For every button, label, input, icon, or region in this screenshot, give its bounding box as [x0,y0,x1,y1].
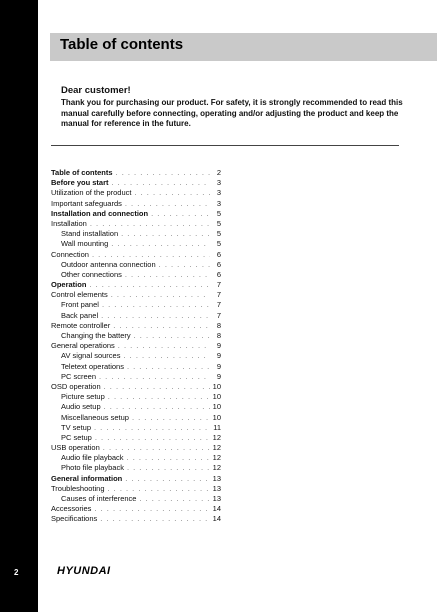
dot-leader [127,362,210,372]
dot-leader [123,351,210,361]
toc-entry-title: Outdoor antenna connection [61,259,156,269]
toc-entry-title: Specifications [51,514,98,524]
toc-entry-title: Remote controller [51,320,111,330]
toc-entry-title: Causes of interference [61,494,137,503]
toc-entry-title: PC setup [61,432,92,442]
dot-leader [112,178,210,188]
toc-entry[interactable] [51,474,221,484]
toc-entry-page: 12 [212,463,221,473]
toc-entry-page: 11 [213,422,221,432]
toc-entry-page: 9 [216,341,221,351]
toc-entry-title: Installation and connection [51,208,149,218]
dot-leader [159,260,210,270]
intro-text: Thank you for purchasing our product. For safety, it is strongly recommended to read this manual carefully before connecting, operating and/or adjusting the product and keep the manual for reference in the future. [61,98,403,129]
greeting: Dear customer! [61,85,131,96]
toc-entry[interactable] [51,351,221,361]
dot-leader [121,229,210,239]
toc-entry-title: Connection [51,249,89,259]
toc-entry[interactable] [51,331,221,341]
divider [51,145,399,146]
dot-leader [111,290,210,300]
toc-entry-page: 3 [216,198,221,208]
dot-leader [102,300,210,310]
page-title: Table of contents [60,36,184,53]
dot-leader [89,280,210,290]
dot-leader [134,188,210,198]
toc-entry-title: Stand installation [61,229,119,239]
toc-entry[interactable] [51,260,221,270]
toc-entry-page: 7 [216,300,221,310]
dot-leader [108,392,210,402]
toc-entry-title: Table of contents [51,168,113,177]
toc-entry-title: General operations [51,341,115,351]
dot-leader [94,504,209,514]
toc-entry[interactable] [51,362,221,372]
toc-entry-title: Utilization of the product [51,188,132,198]
toc-entry-title: General information [51,473,123,483]
toc-entry-page: 8 [216,320,221,330]
toc-entry-title: Front panel [61,300,99,310]
toc-entry-page: 13 [212,494,221,503]
toc-entry-title: Control elements [51,290,108,300]
toc-entry[interactable] [51,341,221,351]
toc-entry[interactable] [51,463,221,473]
toc-entry-page: 5 [216,229,221,239]
dot-leader [118,341,210,351]
toc-entry[interactable] [51,209,221,219]
toc-entry[interactable] [51,484,221,494]
toc-entry-page: 10 [212,392,221,402]
dot-leader [95,433,210,443]
dot-leader [101,311,210,321]
toc-entry[interactable] [51,229,221,239]
page-sidebar-band [0,0,38,612]
toc-entry[interactable] [51,392,221,402]
toc-entry-title: Audio setup [61,402,101,412]
toc-entry[interactable] [51,280,221,290]
toc-entry-page: 12 [212,453,221,463]
dot-leader [111,239,210,249]
dot-leader [104,382,210,392]
toc-entry[interactable] [51,433,221,443]
toc-entry-page: 13 [212,483,221,493]
toc-entry-page: 2 [216,168,221,177]
dot-leader [100,514,209,524]
toc-entry-page: 6 [216,269,221,279]
brand-logo: HYUNDAI [57,565,111,577]
toc-entry[interactable] [51,239,221,249]
dot-leader [90,219,210,229]
toc-entry[interactable] [51,168,221,178]
dot-leader [125,199,210,209]
toc-entry[interactable] [51,270,221,280]
dot-leader [127,463,210,473]
toc-entry-title: Teletext operations [61,361,124,371]
toc-entry[interactable] [51,402,221,412]
toc-entry-page: 5 [216,239,221,249]
toc-entry-title: Before you start [51,178,109,188]
toc-entry[interactable] [51,199,221,209]
toc-entry-page: 10 [212,402,221,412]
dot-leader [139,494,209,504]
toc-entry-title: PC screen [61,371,97,381]
toc-entry-page: 7 [216,310,221,320]
toc-entry[interactable] [51,504,221,514]
toc-entry[interactable] [51,494,221,504]
toc-entry-page: 8 [216,331,221,340]
dot-leader [134,331,210,341]
toc-entry-page: 12 [212,432,221,442]
toc-entry-title: Other connections [61,269,122,279]
toc-entry-title: Miscellaneous setup [61,412,129,422]
toc-entry-page: 12 [212,443,221,453]
toc-entry-page: 6 [216,259,221,269]
page-number: 2 [14,568,19,577]
dot-leader [103,443,210,453]
toc-entry[interactable] [51,290,221,300]
toc-entry[interactable] [51,413,221,423]
toc-entry-title: Photo file playback [61,463,124,473]
toc-entry-page: 14 [212,504,221,514]
toc-entry[interactable] [51,300,221,310]
toc-entry-page: 7 [216,280,221,290]
dot-leader [132,413,210,423]
dot-leader [151,209,210,219]
dot-leader [94,423,210,433]
toc-entry-page: 9 [216,351,221,361]
toc-entry-page: 9 [216,361,221,371]
toc-entry-page: 9 [216,371,221,381]
toc-entry-page: 13 [212,473,221,483]
toc-entry[interactable] [51,188,221,198]
toc-entry-page: 6 [216,249,221,259]
toc-entry[interactable] [51,514,221,524]
toc-entry-title: Operation [51,280,87,290]
dot-leader [127,453,210,463]
toc-entry[interactable] [51,443,221,453]
dot-leader [125,270,210,280]
dot-leader [113,321,210,331]
toc-entry[interactable] [51,372,221,382]
toc-entry[interactable] [51,453,221,463]
dot-leader [104,402,210,412]
toc-entry-page: 5 [216,218,221,228]
toc-entry-page: 7 [216,290,221,300]
toc-entry-page: 10 [212,412,221,422]
toc-entry-page: 3 [216,178,221,188]
toc-list [51,168,221,525]
dot-leader [125,474,209,484]
toc-entry[interactable] [51,382,221,392]
toc-entry-title: Troubleshooting [51,483,105,493]
toc-entry-title: Accessories [51,504,92,514]
dot-leader [99,372,210,382]
toc-entry-title: USB operation [51,443,100,453]
toc-entry-title: Audio file playback [61,453,124,463]
toc-entry-page: 10 [212,381,221,391]
toc-entry-title: Changing the battery [61,331,131,340]
toc-entry[interactable] [51,423,221,433]
toc-entry[interactable] [51,321,221,331]
dot-leader [108,484,210,494]
toc-entry[interactable] [51,178,221,188]
toc-entry-title: AV signal sources [61,351,121,361]
toc-entry-title: OSD operation [51,381,101,391]
toc-entry-title: Picture setup [61,392,105,402]
toc-entry-title: Wall mounting [61,239,109,249]
toc-entry[interactable] [51,219,221,229]
toc-entry-title: TV setup [61,422,92,432]
dot-leader [92,250,210,260]
toc-entry-title: Back panel [61,310,99,320]
toc-entry[interactable] [51,311,221,321]
toc-entry-page: 5 [216,208,221,218]
toc-entry[interactable] [51,250,221,260]
toc-entry-page: 14 [212,514,221,524]
toc-entry-title: Important safeguards [51,198,122,208]
dot-leader [116,168,210,178]
toc-entry-page: 3 [216,188,221,198]
intro-section [51,85,403,130]
toc-entry-title: Installation [51,218,87,228]
